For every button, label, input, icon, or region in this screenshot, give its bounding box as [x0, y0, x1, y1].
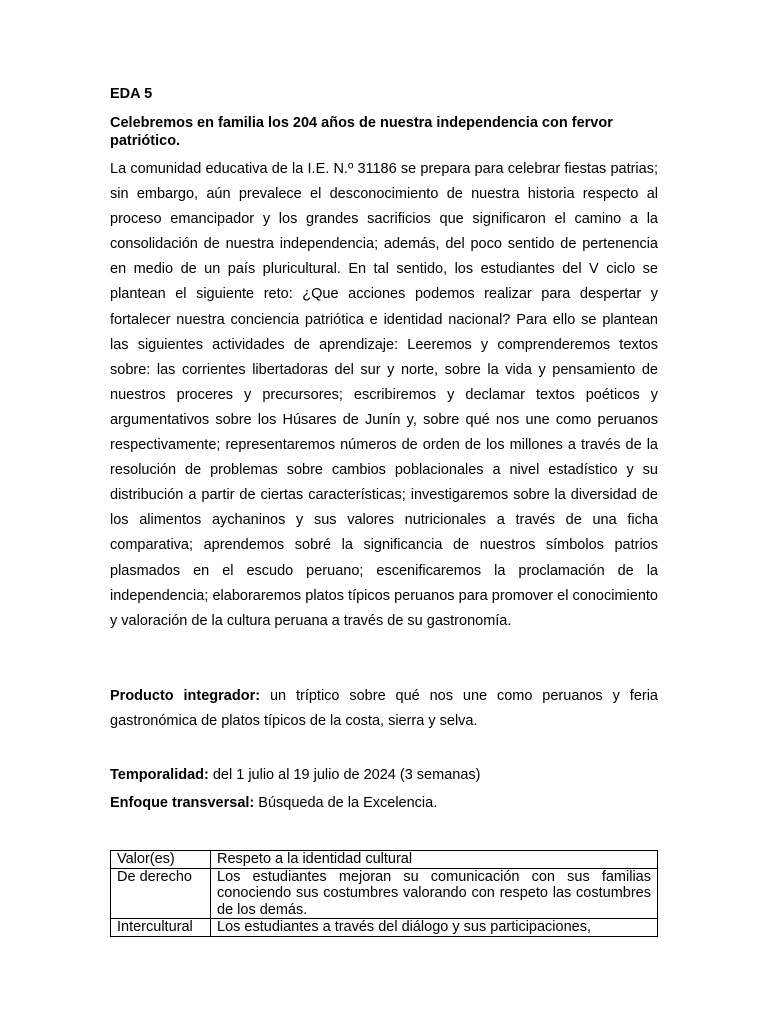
product-paragraph: [110, 684, 658, 734]
table-cell-text: Los estudiantes a través del diálogo y sus participaciones,: [217, 919, 591, 935]
values-table: [110, 850, 658, 937]
product-text: un tríptico sobre qué nos une como peruanos y feria gastronómica de platos típicos de la costa, sierra y selva.: [110, 688, 658, 729]
temporalidad-text: del 1 julio al 19 julio de 2024 (3 semanas): [208, 767, 481, 783]
temporalidad-line: [110, 766, 480, 784]
enfoque-label: Enfoque transversal:: [110, 795, 255, 811]
enfoque-text: Búsqueda de la Excelencia.: [254, 795, 438, 811]
product-label: Producto integrador:: [110, 688, 261, 704]
table-cell: Intercultural: [111, 919, 211, 937]
table-cell: Valor(es): [111, 851, 211, 869]
table-row: [111, 851, 658, 869]
table-row: [111, 868, 658, 919]
table-cell: Respeto a la identidad cultural: [211, 851, 658, 869]
situation-paragraph: La comunidad educativa de la I.E. N.º 31186 se prepara para celebrar fiestas patrias; sin embargo, aún prevalece el desconocimiento de nuestra historia respecto al proceso emancipador y los grandes sacrificios que significaron el camino a la consolidación de nuestra independencia; además, del poco sentido de pertenencia en medio de un país pluricultural. En tal sentido, los estudiantes del V ciclo se plantean el siguiente reto: ¿Que acciones podemos realizar para despertar y fortalecer nuestra conciencia patriótica e identidad nacional? Para ello se plantean las siguientes actividades de aprendizaje: Leeremos y comprenderemos textos sobre: las corrientes libertadoras del sur y norte, sobre la vida y pensamiento de nuestros proceres y precursores; escribiremos y declamar textos poéticos y argumentativos sobre los Húsares de Junín y, sobre qué nos une como peruanos respectivamente; representaremos números de orden de los millones a través de la resolución de problemas sobre cambios poblacionales a nivel estadístico y su distribución a partir de ciertas características; investigaremos sobre la diversidad de los alimentos aychaninos y sus valores nutricionales a través de una ficha comparativa; aprendemos sobré la significancia de nuestros símbolos patrios plasmados en el escudo peruano; escenificaremos la proclamación de la independencia; elaboraremos platos típicos peruanos para promover el conocimiento y valoración de la cultura peruana a través de su gastronomía.: [110, 161, 658, 629]
table-cell: Los estudiantes mejoran su comunicación con sus familias conociendo sus costumbres valorando con respeto las costumbres de los demás.: [211, 868, 658, 919]
table-row: [111, 919, 658, 937]
table-cell: De derecho: [111, 868, 211, 919]
document-heading: EDA 5: [110, 86, 153, 102]
document-title: Celebremos en familia los 204 años de nuestra independencia con fervor patriótico.: [110, 115, 613, 149]
temporalidad-label: Temporalidad:: [110, 767, 209, 783]
enfoque-line: [110, 794, 437, 812]
table-cell: [211, 919, 658, 937]
